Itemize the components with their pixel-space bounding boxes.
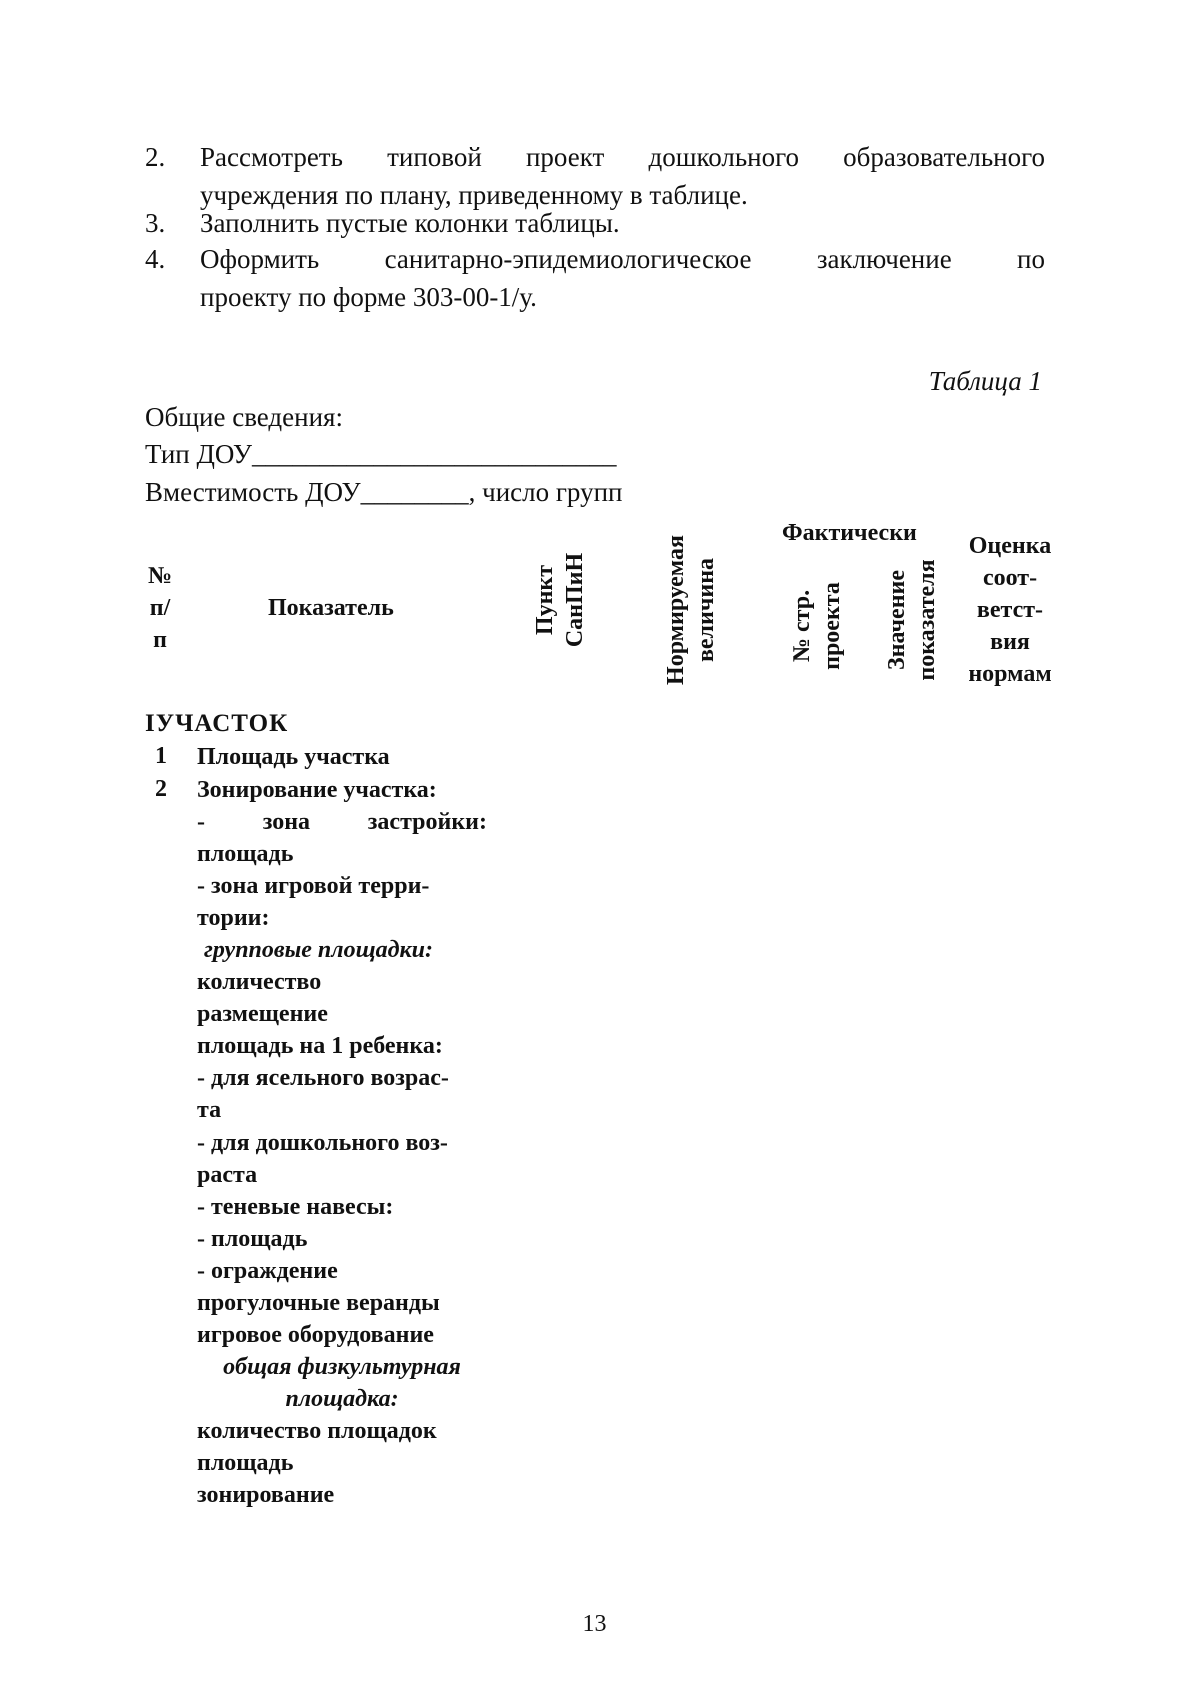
sub-line: - площадь — [197, 1226, 308, 1252]
sub-line: - для ясельного возрас- — [197, 1065, 449, 1091]
table-caption: Таблица 1 — [928, 366, 1042, 396]
header-indicator: Показатель — [268, 595, 394, 621]
header-actual: Фактически — [782, 520, 917, 546]
sub-line: тории: — [197, 905, 270, 931]
sub-line: - зона игровой терри- — [197, 873, 430, 899]
list-text: Заполнить пустые колонки таблицы. — [200, 208, 620, 238]
sub-line: количество площадок — [197, 1418, 437, 1444]
sub-line: игровое оборудование — [197, 1322, 434, 1348]
sub-line: - зона застройки: — [197, 809, 487, 835]
sub-line: количество — [197, 969, 322, 995]
sub-line: - ограждение — [197, 1258, 338, 1284]
row-indicator: Площадь участка — [197, 744, 390, 770]
dou-capacity-label: Вместимость ДОУ — [145, 477, 361, 507]
groups-label: , число групп — [468, 477, 623, 507]
sub-line: прогулочные веранды — [197, 1290, 440, 1316]
sub-line: раста — [197, 1162, 258, 1188]
sub-line: размещение — [197, 1001, 328, 1027]
sub-line: площадка: — [285, 1386, 399, 1412]
sub-line: площадь — [197, 1450, 294, 1476]
sub-line: - для дошкольного воз- — [197, 1130, 448, 1156]
header-number: № п/ п — [147, 563, 173, 653]
header-page: № стр. проекта — [789, 582, 845, 670]
list-text-continued: проекту по форме 303-00-1/у. — [200, 282, 537, 312]
list-item-4 — [145, 240, 1045, 316]
sub-line: та — [197, 1097, 222, 1123]
row-number: 1 — [155, 743, 167, 769]
list-text-continued: учреждения по плану, приведенному в таблице. — [200, 180, 748, 210]
list-number: 3. — [145, 208, 166, 238]
sub-line: - теневые навесы: — [197, 1194, 394, 1220]
list-number: 4. — [145, 244, 166, 274]
general-info-title: Общие сведения: — [145, 402, 343, 432]
sub-line: общая физкультурная — [223, 1354, 461, 1380]
dou-type-line — [145, 435, 617, 473]
list-text: Оформить санитарно-эпидемиологическое заключение по — [200, 244, 1045, 274]
row-indicator: Зонирование участка: — [197, 777, 437, 803]
header-norm: Нормируемая величина — [663, 535, 719, 685]
header-assessment: Оценка соот- ветст- вия нормам — [968, 533, 1052, 687]
sub-line: площадь на 1 ребенка: — [197, 1033, 443, 1059]
dou-capacity-line — [145, 473, 622, 511]
row-number: 2 — [155, 776, 167, 802]
sub-line: групповые площадки: — [204, 937, 433, 963]
list-item-3 — [145, 204, 1045, 242]
list-number: 2. — [145, 142, 166, 172]
sub-line: зонирование — [197, 1482, 335, 1508]
dou-type-blank: ___________________________ — [252, 439, 617, 469]
dou-capacity-blank: ________ — [360, 477, 469, 507]
dou-type-label: Тип ДОУ — [145, 439, 252, 469]
header-value: Значение показателя — [884, 559, 940, 681]
header-sanpin: Пункт СанПиН — [532, 552, 588, 648]
sub-line: площадь — [197, 841, 294, 867]
section-title: IУЧАСТОК — [145, 710, 289, 737]
list-item-2 — [145, 138, 1045, 214]
list-text: Рассмотреть типовой проект дошкольного образовательного — [200, 142, 1045, 172]
page-number: 13 — [582, 1611, 607, 1637]
